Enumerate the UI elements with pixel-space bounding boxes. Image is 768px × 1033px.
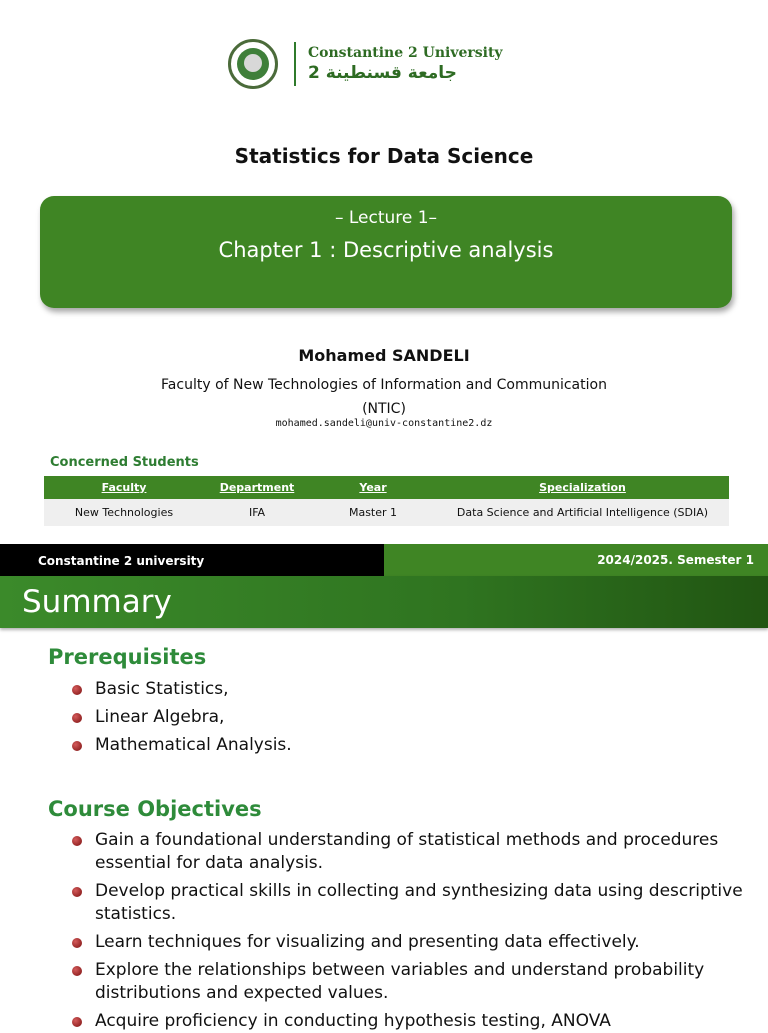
list-item bbox=[70, 678, 750, 701]
prerequisites-heading: Prerequisites bbox=[48, 645, 207, 669]
footer-university: Constantine 2 university bbox=[0, 544, 384, 576]
author-name: Mohamed SANDELI bbox=[298, 346, 470, 365]
bullet-icon bbox=[72, 938, 82, 948]
bullet-icon bbox=[72, 966, 82, 976]
list-item-text: Linear Algebra, bbox=[95, 707, 225, 727]
list-item bbox=[70, 1010, 750, 1033]
table-cell: New Technologies bbox=[44, 499, 204, 526]
bullet-icon bbox=[72, 685, 82, 695]
course-objectives-heading: Course Objectives bbox=[48, 797, 262, 821]
students-table bbox=[44, 476, 729, 526]
list-item-text: Mathematical Analysis. bbox=[95, 735, 292, 755]
footer-semester: 2024/2025. Semester 1 bbox=[384, 544, 768, 576]
objectives-list bbox=[70, 829, 750, 1033]
bullet-icon bbox=[72, 1017, 82, 1027]
author-faculty bbox=[0, 373, 768, 421]
list-item bbox=[70, 829, 750, 875]
table-cell: IFA bbox=[204, 499, 310, 526]
list-item-text: Acquire proficiency in conducting hypothesis testing, ANOVA bbox=[95, 1011, 611, 1031]
list-item-text: Explore the relationships between variables and understand probability distributions and expected values. bbox=[95, 960, 705, 1003]
faculty-line-2: (NTIC) bbox=[362, 401, 406, 417]
column-header: Specialization bbox=[436, 476, 729, 499]
bullet-icon bbox=[72, 741, 82, 751]
slide-divider bbox=[0, 544, 768, 576]
table-row bbox=[44, 499, 729, 526]
lecture-number: – Lecture 1– bbox=[334, 208, 438, 228]
list-item-text: Develop practical skills in collecting and synthesizing data using descriptive statistics. bbox=[95, 881, 743, 924]
bullet-icon bbox=[72, 887, 82, 897]
list-item-text: Basic Statistics, bbox=[95, 679, 229, 699]
summary-title: Summary bbox=[0, 576, 768, 628]
table-cell: Data Science and Artificial Intelligence (SDIA) bbox=[436, 499, 729, 526]
prerequisites-list bbox=[70, 678, 750, 757]
table-header-row bbox=[44, 476, 729, 499]
column-header: Year bbox=[310, 476, 436, 499]
faculty-line-1: Faculty of New Technologies of Information and Communication bbox=[161, 377, 607, 393]
university-name-en: Constantine 2 University bbox=[308, 45, 503, 61]
logo-divider bbox=[294, 42, 296, 86]
list-item bbox=[70, 959, 750, 1005]
university-name-ar: جامعة قسنطينة 2 bbox=[308, 63, 457, 83]
lecture-banner bbox=[40, 196, 732, 308]
university-logo bbox=[228, 36, 503, 92]
chapter-title: Chapter 1 : Descriptive analysis bbox=[218, 238, 554, 262]
list-item bbox=[70, 734, 750, 757]
author-email[interactable]: mohamed.sandeli@univ-constantine2.dz bbox=[275, 418, 493, 429]
list-item bbox=[70, 880, 750, 926]
concerned-students-heading: Concerned Students bbox=[50, 455, 199, 470]
table-cell: Master 1 bbox=[310, 499, 436, 526]
column-header: Faculty bbox=[44, 476, 204, 499]
list-item bbox=[70, 706, 750, 729]
list-item bbox=[70, 931, 750, 954]
list-item-text: Learn techniques for visualizing and presenting data effectively. bbox=[95, 932, 640, 952]
university-seal-icon bbox=[228, 39, 278, 89]
list-item-text: Gain a foundational understanding of statistical methods and procedures essential for data analysis. bbox=[95, 830, 719, 873]
page-title: Statistics for Data Science bbox=[234, 144, 534, 168]
column-header: Department bbox=[204, 476, 310, 499]
bullet-icon bbox=[72, 836, 82, 846]
bullet-icon bbox=[72, 713, 82, 723]
